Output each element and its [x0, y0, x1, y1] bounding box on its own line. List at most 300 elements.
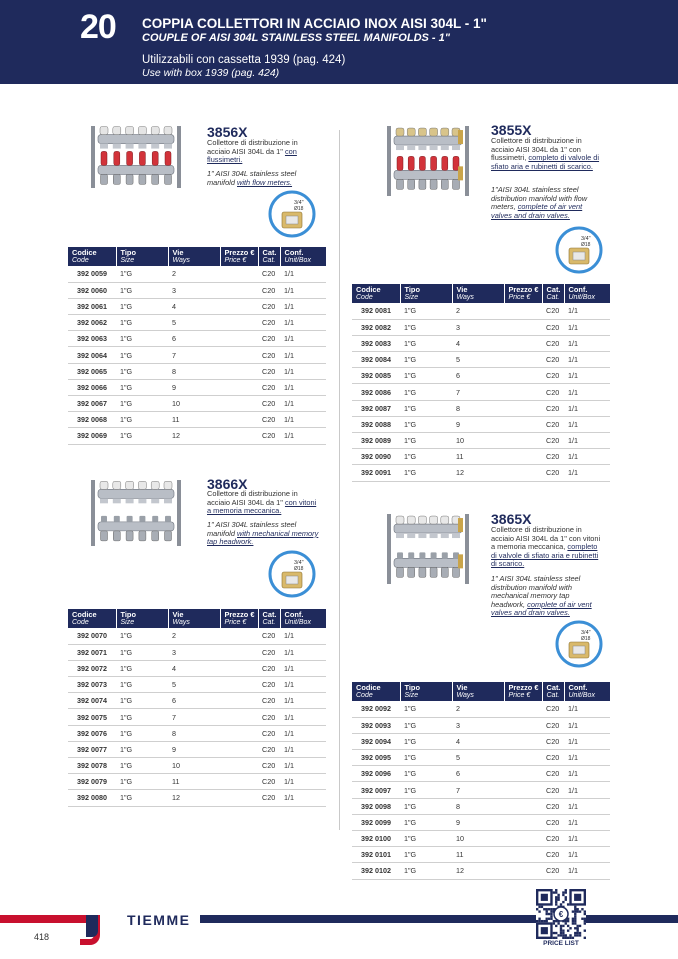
- table-cell: 1"G: [116, 693, 168, 709]
- svg-text:3/4": 3/4": [294, 560, 304, 566]
- table-row: [352, 717, 610, 733]
- product-code: 3855X: [491, 122, 532, 138]
- table-cell: 1"G: [116, 347, 168, 363]
- table-cell: C20: [542, 717, 564, 733]
- table-cell: 1"G: [116, 298, 168, 314]
- table-cell: 1/1: [564, 433, 610, 449]
- table-cell: [504, 863, 542, 879]
- connection-badge-icon: [555, 620, 603, 668]
- table-cell: 1"G: [116, 644, 168, 660]
- table-cell: 392 0080: [68, 790, 116, 806]
- table-cell: C20: [258, 660, 280, 676]
- table-cell: 392 0093: [352, 717, 400, 733]
- table-cell: 1"G: [400, 449, 452, 465]
- table-row: [68, 282, 326, 298]
- table-cell: C20: [258, 693, 280, 709]
- table-cell: 392 0090: [352, 449, 400, 465]
- table-cell: 8: [452, 400, 504, 416]
- table-cell: 392 0084: [352, 352, 400, 368]
- product-description-it: Collettore di distribuzione in acciaio AISI 304L da 1" con vitoni a memoria meccanica, completo di valvole di sfiato aria e rubinetti di scarico.: [491, 525, 601, 569]
- table-cell: 1"G: [400, 733, 452, 749]
- table-cell: 9: [452, 416, 504, 432]
- table-cell: 1/1: [564, 465, 610, 481]
- table-cell: [504, 465, 542, 481]
- table-cell: C20: [542, 847, 564, 863]
- table-row: [68, 379, 326, 395]
- product-code: 3865X: [491, 511, 532, 527]
- table-cell: [220, 660, 258, 676]
- table-cell: C20: [542, 416, 564, 432]
- table-cell: 1"G: [400, 814, 452, 830]
- product-table: [68, 247, 326, 445]
- table-cell: 1/1: [280, 331, 326, 347]
- table-cell: 1"G: [400, 352, 452, 368]
- table-cell: [504, 782, 542, 798]
- table-cell: 392 0067: [68, 396, 116, 412]
- table-cell: [220, 709, 258, 725]
- column-header: Cat. Cat.: [542, 284, 564, 303]
- table-cell: C20: [258, 725, 280, 741]
- table-cell: C20: [258, 315, 280, 331]
- table-cell: 1"G: [116, 266, 168, 282]
- table-cell: 392 0070: [68, 628, 116, 644]
- table-cell: 1/1: [280, 790, 326, 806]
- table-cell: C20: [258, 379, 280, 395]
- table-cell: 1"G: [400, 335, 452, 351]
- table-cell: 10: [168, 758, 220, 774]
- qr-label: PRICE LIST: [543, 940, 579, 947]
- table-cell: 1/1: [280, 298, 326, 314]
- column-header: Conf. Unit/Box: [564, 284, 610, 303]
- column-header: Tipo Size: [116, 609, 168, 628]
- table-cell: 1/1: [564, 750, 610, 766]
- table-cell: 392 0088: [352, 416, 400, 432]
- table-row: [68, 725, 326, 741]
- table-cell: 1"G: [400, 303, 452, 319]
- table-cell: [220, 428, 258, 444]
- table-cell: 1"G: [116, 790, 168, 806]
- table-cell: 392 0085: [352, 368, 400, 384]
- table-cell: 392 0059: [68, 266, 116, 282]
- table-cell: C20: [258, 266, 280, 282]
- column-header: Codice Code: [352, 682, 400, 701]
- table-cell: C20: [258, 363, 280, 379]
- table-cell: C20: [258, 758, 280, 774]
- manifold-flowmeter-image: [88, 122, 184, 192]
- page-title: COPPIA COLLETTORI IN ACCIAIO INOX AISI 304L - 1": [142, 16, 487, 31]
- table-cell: 1/1: [564, 863, 610, 879]
- table-cell: C20: [258, 774, 280, 790]
- column-header: Prezzo € Price €: [220, 247, 258, 266]
- table-row: [352, 750, 610, 766]
- table-cell: 7: [168, 347, 220, 363]
- table-row: [68, 266, 326, 282]
- table-cell: 5: [452, 352, 504, 368]
- table-cell: 1"G: [400, 368, 452, 384]
- table-row: [68, 298, 326, 314]
- table-cell: 392 0074: [68, 693, 116, 709]
- table-cell: 1"G: [400, 766, 452, 782]
- table-cell: [220, 347, 258, 363]
- table-cell: 392 0079: [68, 774, 116, 790]
- table-cell: C20: [542, 782, 564, 798]
- table-cell: 392 0062: [68, 315, 116, 331]
- column-header: Vie Ways: [168, 247, 220, 266]
- column-header: Conf. Unit/Box: [280, 609, 326, 628]
- table-cell: C20: [542, 319, 564, 335]
- table-cell: C20: [542, 384, 564, 400]
- table-row: [352, 798, 610, 814]
- table-cell: 1"G: [116, 315, 168, 331]
- table-row: [68, 677, 326, 693]
- table-cell: C20: [542, 831, 564, 847]
- table-cell: C20: [542, 701, 564, 717]
- table-row: [68, 644, 326, 660]
- table-cell: [220, 412, 258, 428]
- table-cell: 1"G: [116, 741, 168, 757]
- table-cell: 1"G: [400, 319, 452, 335]
- table-cell: 3: [452, 717, 504, 733]
- table-cell: [220, 363, 258, 379]
- table-cell: 11: [168, 412, 220, 428]
- table-row: [68, 741, 326, 757]
- table-cell: 1"G: [116, 660, 168, 676]
- table-cell: 392 0100: [352, 831, 400, 847]
- table-cell: 392 0065: [68, 363, 116, 379]
- table-cell: 392 0069: [68, 428, 116, 444]
- table-cell: C20: [258, 790, 280, 806]
- table-cell: 1"G: [400, 400, 452, 416]
- table-cell: 1/1: [280, 758, 326, 774]
- table-cell: C20: [542, 400, 564, 416]
- connection-badge-icon: [268, 190, 316, 238]
- product-description-it: Collettore di distribuzione in acciaio AISI 304L da 1" con flussimetri, completo di valvole di sfiato aria e rubinetti di scarico.: [491, 136, 600, 171]
- page-number: 418: [34, 932, 50, 942]
- table-cell: 1/1: [564, 384, 610, 400]
- table-cell: 1/1: [280, 660, 326, 676]
- table-cell: [220, 266, 258, 282]
- product-table: [352, 284, 610, 482]
- table-cell: 392 0068: [68, 412, 116, 428]
- table-row: [352, 733, 610, 749]
- table-row: [352, 449, 610, 465]
- table-cell: 4: [452, 733, 504, 749]
- table-cell: 392 0072: [68, 660, 116, 676]
- table-cell: [220, 298, 258, 314]
- table-row: [352, 701, 610, 717]
- table-cell: 1/1: [564, 352, 610, 368]
- table-cell: [220, 790, 258, 806]
- svg-text:Ø18: Ø18: [581, 636, 591, 642]
- table-cell: 5: [168, 315, 220, 331]
- table-cell: C20: [258, 347, 280, 363]
- table-row: [352, 863, 610, 879]
- table-row: [68, 660, 326, 676]
- table-cell: C20: [258, 644, 280, 660]
- table-cell: 392 0095: [352, 750, 400, 766]
- table-cell: [504, 766, 542, 782]
- table-cell: C20: [258, 677, 280, 693]
- table-cell: 392 0091: [352, 465, 400, 481]
- svg-text:3/4": 3/4": [581, 630, 591, 636]
- svg-text:3/4": 3/4": [581, 236, 591, 242]
- table-cell: 1/1: [280, 644, 326, 660]
- table-cell: 9: [168, 741, 220, 757]
- table-cell: 1/1: [280, 396, 326, 412]
- connection-badge-icon: [268, 550, 316, 598]
- table-cell: 392 0075: [68, 709, 116, 725]
- table-cell: 10: [452, 831, 504, 847]
- column-header: Codice Code: [68, 247, 116, 266]
- table-row: [68, 363, 326, 379]
- table-cell: 1"G: [116, 677, 168, 693]
- column-header: Tipo Size: [116, 247, 168, 266]
- column-header: Codice Code: [352, 284, 400, 303]
- table-cell: 392 0092: [352, 701, 400, 717]
- table-cell: C20: [542, 750, 564, 766]
- page-title-en: COUPLE OF AISI 304L STAINLESS STEEL MANIFOLDS - 1": [142, 32, 450, 44]
- table-cell: 1"G: [116, 379, 168, 395]
- table-cell: C20: [542, 352, 564, 368]
- table-cell: 1/1: [280, 412, 326, 428]
- table-cell: 6: [452, 766, 504, 782]
- column-header: Cat. Cat.: [258, 609, 280, 628]
- table-cell: [504, 335, 542, 351]
- table-cell: 4: [168, 298, 220, 314]
- column-header: Tipo Size: [400, 682, 452, 701]
- table-cell: [504, 717, 542, 733]
- table-cell: [504, 368, 542, 384]
- table-cell: C20: [258, 741, 280, 757]
- column-divider: [339, 130, 340, 830]
- column-header: Vie Ways: [452, 284, 504, 303]
- table-cell: 8: [452, 798, 504, 814]
- table-cell: C20: [542, 433, 564, 449]
- qr-code-icon[interactable]: [536, 889, 586, 939]
- table-cell: 392 0071: [68, 644, 116, 660]
- table-cell: 392 0082: [352, 319, 400, 335]
- table-cell: 392 0087: [352, 400, 400, 416]
- table-row: [68, 412, 326, 428]
- table-cell: C20: [258, 331, 280, 347]
- table-cell: 1/1: [564, 733, 610, 749]
- table-cell: 392 0078: [68, 758, 116, 774]
- table-cell: 392 0089: [352, 433, 400, 449]
- table-cell: [220, 693, 258, 709]
- table-cell: 1/1: [564, 368, 610, 384]
- table-cell: 1"G: [400, 831, 452, 847]
- table-cell: 392 0099: [352, 814, 400, 830]
- table-cell: 3: [452, 319, 504, 335]
- table-cell: 1/1: [280, 347, 326, 363]
- table-cell: 1/1: [280, 363, 326, 379]
- table-cell: C20: [542, 766, 564, 782]
- table-cell: 4: [452, 335, 504, 351]
- table-cell: 1/1: [564, 798, 610, 814]
- table-cell: C20: [542, 335, 564, 351]
- column-header: Prezzo € Price €: [504, 284, 542, 303]
- table-cell: 1/1: [280, 266, 326, 282]
- table-cell: 1/1: [280, 693, 326, 709]
- table-cell: 9: [452, 814, 504, 830]
- table-row: [352, 465, 610, 481]
- table-cell: [220, 741, 258, 757]
- table-cell: 2: [452, 701, 504, 717]
- table-cell: 392 0060: [68, 282, 116, 298]
- svg-text:Ø18: Ø18: [581, 242, 591, 248]
- table-cell: [504, 831, 542, 847]
- table-cell: 1"G: [400, 798, 452, 814]
- table-cell: 12: [168, 790, 220, 806]
- column-header: Vie Ways: [168, 609, 220, 628]
- table-cell: [504, 400, 542, 416]
- table-cell: 1/1: [280, 741, 326, 757]
- table-cell: 1"G: [116, 628, 168, 644]
- footer-logo-mark-inner: [86, 915, 98, 937]
- table-cell: 392 0094: [352, 733, 400, 749]
- manifold-flowmeter-vent-image: [384, 122, 472, 200]
- table-cell: 10: [452, 433, 504, 449]
- table-row: [68, 774, 326, 790]
- table-cell: 1/1: [280, 628, 326, 644]
- table-cell: [504, 433, 542, 449]
- table-header-row: [68, 247, 326, 266]
- table-row: [352, 782, 610, 798]
- product-table: [352, 682, 610, 880]
- table-cell: C20: [258, 412, 280, 428]
- table-row: [68, 347, 326, 363]
- column-header: Conf. Unit/Box: [280, 247, 326, 266]
- table-cell: C20: [258, 428, 280, 444]
- page-subtitle-en: Use with box 1939 (pag. 424): [142, 67, 280, 79]
- table-cell: 1"G: [400, 863, 452, 879]
- svg-text:Ø18: Ø18: [294, 206, 304, 212]
- table-cell: [504, 352, 542, 368]
- table-cell: 7: [452, 782, 504, 798]
- table-cell: [220, 677, 258, 693]
- table-cell: C20: [258, 628, 280, 644]
- table-cell: 1"G: [400, 847, 452, 863]
- table-cell: [220, 331, 258, 347]
- table-cell: 3: [168, 644, 220, 660]
- column-header: Prezzo € Price €: [504, 682, 542, 701]
- table-cell: 11: [452, 847, 504, 863]
- column-header: Cat. Cat.: [258, 247, 280, 266]
- table-row: [352, 319, 610, 335]
- table-cell: [504, 847, 542, 863]
- table-cell: 392 0063: [68, 331, 116, 347]
- product-description-en: 1"AISI 304L stainless steel distribution manifold with flow meters, complete of air vent valves and drain valves.: [491, 185, 588, 220]
- table-cell: [220, 644, 258, 660]
- table-cell: 4: [168, 660, 220, 676]
- table-row: [352, 847, 610, 863]
- table-cell: 1"G: [116, 758, 168, 774]
- table-cell: 392 0101: [352, 847, 400, 863]
- table-cell: 8: [168, 725, 220, 741]
- table-cell: 1/1: [280, 709, 326, 725]
- svg-text:3/4": 3/4": [294, 200, 304, 206]
- table-cell: [220, 396, 258, 412]
- table-row: [68, 693, 326, 709]
- table-cell: 12: [452, 465, 504, 481]
- table-row: [352, 384, 610, 400]
- table-cell: 6: [168, 693, 220, 709]
- table-cell: 1"G: [116, 725, 168, 741]
- table-row: [352, 766, 610, 782]
- product-description-it: Collettore di distribuzione in acciaio AISI 304L da 1" con vitoni a memoria meccanica.: [207, 489, 317, 516]
- table-cell: C20: [258, 396, 280, 412]
- table-cell: C20: [258, 298, 280, 314]
- table-cell: 8: [168, 363, 220, 379]
- table-header-row: [68, 609, 326, 628]
- manifold-mechanical-image: [88, 476, 184, 550]
- table-row: [68, 396, 326, 412]
- table-row: [352, 831, 610, 847]
- table-cell: 1"G: [400, 465, 452, 481]
- table-row: [68, 315, 326, 331]
- table-row: [352, 368, 610, 384]
- table-row: [68, 790, 326, 806]
- table-cell: C20: [542, 303, 564, 319]
- table-row: [352, 814, 610, 830]
- page-header: [0, 0, 678, 84]
- table-cell: 392 0066: [68, 379, 116, 395]
- section-number: 20: [80, 8, 116, 46]
- table-cell: [504, 384, 542, 400]
- table-cell: 1/1: [280, 379, 326, 395]
- product-description-it: Collettore di distribuzione in acciaio AISI 304L da 1" con flussimetri.: [207, 138, 298, 165]
- table-cell: [504, 303, 542, 319]
- table-row: [68, 331, 326, 347]
- table-cell: [504, 750, 542, 766]
- table-cell: 392 0098: [352, 798, 400, 814]
- table-cell: 1/1: [564, 400, 610, 416]
- table-cell: 1"G: [400, 782, 452, 798]
- product-code: 3856X: [207, 124, 248, 140]
- table-cell: [220, 774, 258, 790]
- table-cell: 1/1: [564, 717, 610, 733]
- table-cell: 392 0076: [68, 725, 116, 741]
- table-cell: 1"G: [116, 774, 168, 790]
- table-cell: 1/1: [564, 303, 610, 319]
- table-cell: 392 0086: [352, 384, 400, 400]
- svg-text:€: €: [558, 910, 564, 919]
- table-cell: [504, 416, 542, 432]
- table-cell: 1/1: [564, 701, 610, 717]
- table-cell: 392 0073: [68, 677, 116, 693]
- table-cell: 392 0064: [68, 347, 116, 363]
- table-cell: 1"G: [116, 363, 168, 379]
- column-header: Cat. Cat.: [542, 682, 564, 701]
- table-cell: 7: [452, 384, 504, 400]
- table-row: [352, 335, 610, 351]
- table-cell: C20: [542, 798, 564, 814]
- product-description-en: 1" AISI 304L stainless steel distribution manifold with mechanical memory tap headwork, complete of air vent valves and drain valves.: [491, 574, 592, 618]
- table-cell: 2: [452, 303, 504, 319]
- table-cell: 3: [168, 282, 220, 298]
- table-cell: [220, 725, 258, 741]
- table-cell: C20: [542, 863, 564, 879]
- table-cell: 392 0083: [352, 335, 400, 351]
- table-cell: C20: [542, 814, 564, 830]
- table-cell: 1/1: [280, 774, 326, 790]
- product-description-en: 1" AISI 304L stainless steel manifold with flow meters.: [207, 169, 297, 187]
- column-header: Prezzo € Price €: [220, 609, 258, 628]
- table-cell: 1"G: [400, 416, 452, 432]
- table-cell: 1"G: [116, 412, 168, 428]
- table-row: [352, 400, 610, 416]
- table-cell: 1"G: [400, 717, 452, 733]
